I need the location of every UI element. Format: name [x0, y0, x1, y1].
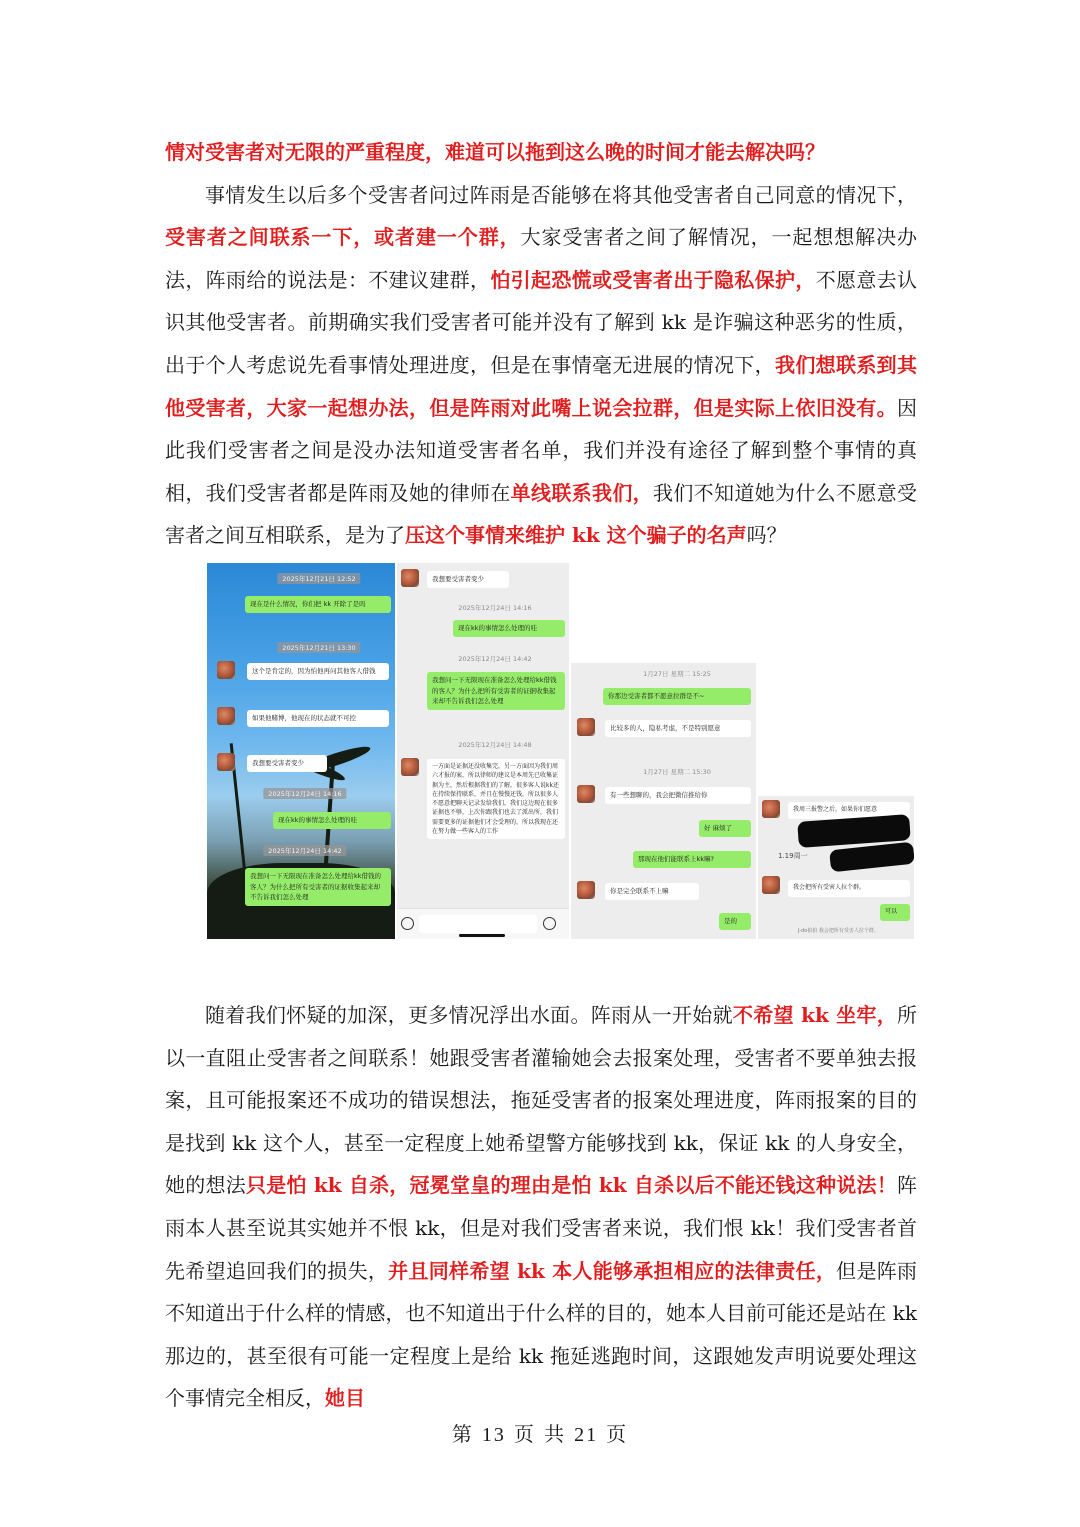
chat-bubble-received: 我会把所有受害人拉个群。 — [788, 880, 910, 897]
chat-bubble-sent: 可以 — [880, 904, 910, 921]
text-section-top — [165, 131, 917, 557]
chat-bubble-sent: 好 麻烦了 — [699, 820, 751, 837]
red-emphasis: 只是怕 kk 自杀，冠冕堂皇的理由是怕 kk 自杀以后不能还钱这种说法！ — [245, 1173, 897, 1198]
avatar — [577, 881, 595, 899]
avatar — [217, 753, 235, 771]
chat-bubble-sent: 你那边受害者都不愿意拉群是不~ — [603, 688, 751, 705]
avatar — [577, 718, 595, 736]
chat-bubble-sent: 我想问一下无限现在准备怎么处理给kk借钱的客人？为什么把所有受害者的证据收集起来却不告诉我们怎么处理 — [427, 672, 565, 710]
timestamp: 2025年12月24日 14:42 — [263, 845, 346, 856]
timestamp: 2025年12月24日 14:48 — [458, 741, 532, 749]
chat-bubble-received: 如果他赌博，他现在的状态就不可控 — [247, 710, 389, 727]
paragraph-3 — [165, 994, 917, 1420]
chat-bubble-sent: 现在kk的事情怎么处理的哇 — [453, 620, 565, 637]
text-run: 所以一直阻止受害者之间联系！她跟受害者灌输她会去报案处理，受害者不要单独去报案，且可能报案还不成功的错误想法，拖延受害者的报案处理进度，阵雨报案的目的是找到 kk 这个人，甚至一定程度上她希望警方能够找到 kk，保证 kk 的人身安全，她的想法 — [165, 1003, 917, 1198]
text-run: 但是阵雨不知道出于什么样的情感，也不知道出于什么样的目的，她本人目前可能还是站在 kk 那边的，甚至很有可能一定程度上是给 kk 拖延逃跑时间，这跟她发声明说要处理这个事情完全相反， — [165, 1258, 918, 1411]
timestamp: 2025年12月24日 14:42 — [458, 655, 532, 663]
footer-suffix: 页 — [606, 1422, 629, 1446]
red-emphasis: 并且同样希望 kk 本人能够承担相应的法律责任， — [388, 1258, 837, 1283]
chat-bubble-received: 你是完全联系不上嘛 — [605, 883, 699, 900]
chat-bubble-received: 有一些想聊的，我会把微信推给你 — [605, 787, 751, 804]
red-emphasis: 我们想联系到其他受害者，大家一起想办法，但是阵雨对此嘴上说会拉群，但是实际上依旧没有。 — [165, 352, 918, 420]
chat-bubble-sent: 现在是什么情况，你们把 kk 开除了是吗 — [245, 596, 391, 613]
chat-screenshot-2 — [397, 563, 569, 939]
page-number: 13 — [481, 1424, 506, 1446]
chat-bubble-sent: 是的 — [719, 913, 751, 930]
red-emphasis: 她目 — [325, 1386, 365, 1411]
timestamp: 1月27日 星期二 15:30 — [643, 768, 711, 776]
red-emphasis: 单线联系我们， — [510, 480, 654, 505]
paragraph-1 — [165, 131, 917, 174]
page-footer — [0, 1418, 1080, 1447]
emoji-icon[interactable] — [543, 917, 556, 930]
chat-bubble-sent: 现在kk的事情怎么处理的哇 — [273, 812, 391, 829]
total-pages: 21 — [574, 1424, 599, 1446]
chat-bubble-received: 一方面是证据还没收集完，另一方面因为我们周六才报的案，所以律师的建议是本周先已收集证据为主，然后根据我们的了解，很多客人说kk还在持续保持联系，并且在慢慢还钱，所以很多人不愿意把聊天记录发给我们，我们这边现在很多证据也不够，上次你跟我们也去了派出所，我们需要更多的证据他们才会受理的，所以我现在还在努力做一些客人的工作 — [427, 759, 565, 839]
chat-screenshot-4 — [758, 796, 914, 939]
avatar — [401, 569, 419, 587]
chat-bubble-received: 我想要受害者变少 — [427, 571, 509, 588]
quoted-note: J-do拍拍 我会把所有受害人拉个群。 — [798, 928, 879, 934]
timestamp: 2025年12月24日 14:16 — [458, 604, 532, 612]
text-section-bottom — [165, 994, 917, 1420]
chat-bubble-received: 比较多的人，隐私考虑，不是特别愿意 — [605, 720, 751, 737]
chat-bubble-sent: 那现在他们能联系上kk嘛? — [633, 851, 751, 868]
date-label: 1.19周一 — [778, 852, 808, 860]
red-emphasis: 情对受害者对无限的严重程度，难道可以拖到这么晚的时间才能去解决吗？ — [165, 140, 825, 164]
text-run: 因此我们受害者之间是没办法知道受害者名单，我们并没有途径了解到整个事情的真相，我们受害者都是阵雨及她的律师在 — [165, 395, 917, 505]
home-indicator — [459, 934, 505, 937]
text-run: 我们不知道她为什么不愿意受害者之间互相联系，是为了 — [165, 480, 918, 548]
chat-screenshot-1 — [207, 563, 395, 939]
red-emphasis: 不希望 kk 坐牢， — [732, 1003, 897, 1027]
text-run: 阵雨本人甚至说其实她并不恨 kk，但是对我们受害者来说，我们恨 kk！我们受害者首先希望追回我们的损失， — [165, 1173, 917, 1283]
timestamp: 2025年12月21日 12:52 — [277, 573, 360, 584]
paragraph-2 — [165, 174, 917, 557]
text-run: 随着我们怀疑的加深，更多情况浮出水面。阵雨从一开始就 — [205, 1003, 733, 1027]
text-run: 大家受害者之间了解情况，一起想想解决办法，阵雨给的说法是：不建议建群， — [165, 225, 918, 292]
text-run: 事情发生以后多个受害者问过阵雨是否能够在将其他受害者自己同意的情况下， — [205, 182, 917, 207]
chat-bubble-received: 我想要受害者变少 — [247, 755, 327, 772]
avatar — [217, 707, 235, 725]
text-run: 不愿意去认识其他受害者。前期确实我们受害者可能并没有了解到 kk 是诈骗这种恶劣的性质，出于个人考虑说先看事情处理进度，但是在事情毫无进展的情况下， — [165, 267, 918, 377]
voice-icon[interactable] — [401, 917, 414, 930]
timestamp: 2025年12月21日 13:30 — [277, 642, 360, 653]
timestamp: 2025年12月24日 14:16 — [263, 788, 346, 799]
red-emphasis: 怕引起恐慌或受害者出于隐私保护， — [490, 267, 816, 292]
chat-screenshot-3 — [571, 663, 756, 939]
message-input[interactable] — [419, 915, 537, 933]
chat-bubble-received: 我周三报警之后，如果你们愿意 — [788, 802, 910, 819]
chat-bubble-received: 这个是肯定的，因为怕他再问其他客人借钱 — [247, 663, 389, 680]
red-emphasis: 受害者之间联系一下，或者建一个群， — [165, 225, 521, 250]
avatar — [577, 785, 595, 803]
red-emphasis: 压这个事情来维护 kk 这个骗子的名声 — [405, 523, 747, 548]
redaction-mark — [829, 842, 914, 873]
chat-bubble-sent: 我想问一下无限现在准备怎么处理给kk借钱的客人？为什么把所有受害者的证据收集起来却不告诉我们怎么处理 — [245, 868, 391, 906]
footer-prefix: 第 — [451, 1422, 474, 1446]
avatar — [762, 876, 780, 894]
text-run: 吗？ — [746, 523, 787, 548]
footer-mid: 页 共 — [513, 1422, 567, 1446]
avatar — [762, 800, 780, 818]
timestamp: 1月27日 星期二 15:25 — [643, 670, 711, 678]
avatar — [217, 661, 235, 679]
avatar — [401, 758, 419, 776]
